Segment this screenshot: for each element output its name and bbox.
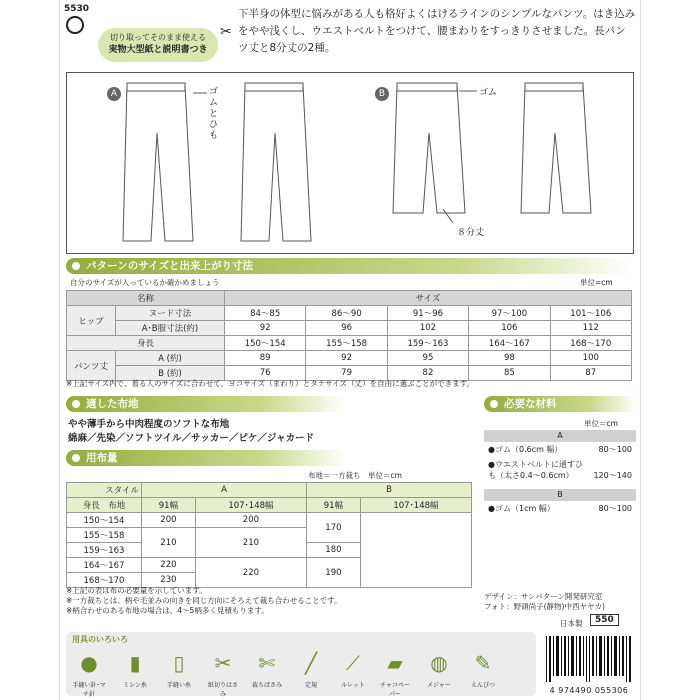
style-label: スタイル	[67, 483, 142, 498]
made-in: 日本製	[560, 619, 583, 628]
scissors-icon: ✂	[220, 24, 232, 40]
table-cell: 89	[224, 351, 305, 366]
yardage-notes	[66, 586, 486, 616]
table-cell: 155〜158	[67, 528, 142, 543]
table-cell: 86〜90	[306, 306, 387, 321]
table-cell: 159〜163	[387, 336, 468, 351]
table-cell: 200	[142, 513, 196, 528]
size-unit: 単位=cm	[580, 278, 613, 287]
finish-label: A･B服寸法(約)	[116, 321, 225, 336]
note-line: ※上記の表は布の必要量を示しています。	[66, 586, 207, 595]
tool-label: えんぴつ	[470, 682, 495, 689]
b-length: ８分丈	[457, 228, 485, 238]
table-cell: 168〜170	[550, 336, 631, 351]
table-cell: 168〜170	[67, 573, 142, 588]
table-cell: 91幅	[142, 498, 196, 513]
table-cell: 190	[306, 558, 360, 588]
material-value: 80〜100	[598, 504, 632, 513]
tracing-wheel-icon: ⟋	[346, 651, 360, 675]
yardage-unit: 布地＝一方裁ち 単位＝cm	[308, 471, 402, 480]
table-cell: 79	[306, 366, 387, 381]
credits	[484, 592, 605, 612]
table-cell: 96	[306, 321, 387, 336]
table-cell: 98	[469, 351, 550, 366]
table-cell: 150〜154	[224, 336, 305, 351]
yardage-fabric-label: 布地	[108, 501, 126, 511]
table-cell: 102	[387, 321, 468, 336]
yardage-height-label: 身長	[82, 501, 100, 511]
pencil-icon: ✎	[474, 651, 492, 675]
material-name: ●ウエストベルトに通すひも（太さ0.4〜0.6cm）	[488, 460, 583, 480]
style-a-marker: A	[107, 87, 121, 101]
tool-measure	[422, 646, 456, 689]
material-value: 80〜100	[598, 445, 632, 454]
a-approx-label: A (約)	[116, 351, 225, 366]
credit-line: デザイン：サンパターン開発研究室	[484, 592, 603, 601]
chalk-paper-icon: ▰	[387, 651, 403, 675]
hand-thread-icon: ▯	[173, 651, 185, 675]
table-cell: 100	[550, 351, 631, 366]
fabric-scissors-icon: ✄	[258, 651, 276, 675]
tool-label: チャコペーパー	[380, 682, 410, 698]
materials-title: 必要な材料	[484, 396, 636, 412]
height-label: 身長	[67, 336, 225, 351]
table-cell: 170	[306, 513, 360, 543]
table-cell: 92	[224, 321, 305, 336]
tool-pencil	[466, 646, 500, 689]
table-cell: 85	[469, 366, 550, 381]
price: 550	[590, 614, 619, 626]
table-cell: 164〜167	[67, 558, 142, 573]
table-cell: 92	[306, 351, 387, 366]
tools-title: 用具のいろいろ	[72, 635, 128, 644]
tool-label: 定規	[304, 682, 317, 689]
badge	[98, 28, 218, 62]
table-cell: 220	[142, 558, 196, 573]
thread-spool-icon: ▮	[129, 651, 141, 675]
tools-bar	[66, 632, 536, 696]
tool-paper-scissors	[206, 646, 240, 698]
table-cell: 150〜154	[67, 513, 142, 528]
table-cell: 200	[195, 513, 306, 528]
material-value: 120〜140	[593, 471, 632, 480]
b-note: ゴム	[479, 88, 498, 98]
tool-label: ルレット	[341, 682, 365, 689]
height-fabric-label	[67, 498, 142, 513]
tool-tracing-wheel	[336, 646, 370, 689]
table-cell	[360, 513, 471, 588]
table-cell: 106	[469, 321, 550, 336]
table-cell: 76	[224, 366, 305, 381]
table-cell: 101〜106	[550, 306, 631, 321]
materials-box	[484, 430, 636, 516]
badge-line1: 切り取ってそのまま使える	[110, 33, 206, 42]
yardage-a: A	[142, 483, 307, 498]
measuring-tape-icon: ◍	[430, 651, 448, 675]
tool-label: ミシン糸	[123, 682, 147, 689]
yardage-b: B	[306, 483, 471, 498]
table-cell: 230	[142, 573, 196, 588]
table-cell: 210	[142, 528, 196, 558]
size-note: 自分のサイズが入っているか確かめましょう	[70, 278, 220, 287]
materials-b: B	[484, 489, 636, 501]
note-line: ※柄合わせのある布地の場合は、4〜5柄多く見積もります。	[66, 606, 269, 615]
barcode-icon	[544, 636, 634, 682]
table-cell: 87	[550, 366, 631, 381]
materials-unit: 単位＝cm	[584, 419, 618, 428]
tool-needle	[72, 646, 106, 698]
table-cell: 107･148幅	[360, 498, 471, 513]
fabric-line1: やや薄手から中肉程度のソフトな布地	[68, 419, 230, 430]
tool-label: メジャー	[427, 682, 451, 689]
table-cell: 220	[195, 558, 306, 588]
tool-label: 紙切りはさみ	[207, 682, 238, 698]
table-cell: 210	[195, 528, 306, 558]
size-table	[66, 290, 632, 381]
tool-chalk-paper	[378, 646, 412, 698]
table-cell: 180	[306, 543, 360, 558]
tool-ruler	[294, 646, 328, 689]
pants-drawing-icon	[67, 73, 633, 253]
size-section-title: パターンのサイズと出来上がり寸法	[66, 258, 632, 274]
material-row	[484, 457, 636, 483]
pincushion-icon: ●	[80, 651, 98, 675]
b-approx-label: B (約)	[116, 366, 225, 381]
note-line: ※一方裁ちとは、柄や毛並みの向きを同じ方向にそろえて裁ち合わせることです。	[66, 596, 342, 605]
tool-label: 裁ちばさみ	[251, 682, 282, 689]
tool-hand-thread	[162, 646, 196, 689]
table-cell: 107･148幅	[195, 498, 306, 513]
header-size: サイズ	[224, 291, 631, 306]
ruler-icon: ╱	[304, 651, 318, 675]
table-cell: 155〜158	[306, 336, 387, 351]
table-cell: 159〜163	[67, 543, 142, 558]
badge-line2: 実物大型紙と説明書つき	[108, 45, 208, 55]
materials-a: A	[484, 430, 636, 442]
table-cell: 112	[550, 321, 631, 336]
pattern-envelope	[60, 0, 640, 700]
credit-line: フォト：野頭尚子(静物)中西ヤヤカ)	[484, 602, 605, 611]
header-name: 名称	[67, 291, 225, 306]
barcode-number: 4 974490 055306	[549, 686, 629, 695]
material-row	[484, 442, 636, 457]
material-name: ●ゴム（1cm 幅）	[488, 504, 555, 513]
intro-text: 下半身の体型に悩みがある人も格好よくはけるラインのシンプルなパンツ。はき込みをやや浅くし、ウエストベルトをつけて、腰まわりをすっきりさせました。長パンツ丈と8分丈の2種。	[238, 8, 636, 54]
pattern-code: 5530	[64, 4, 90, 14]
yardage-title: 用布量	[66, 450, 346, 466]
style-b-marker: B	[375, 87, 389, 101]
logo-icon	[66, 16, 84, 34]
pants-label: パンツ丈	[67, 351, 116, 381]
table-cell: 97〜100	[469, 306, 550, 321]
nude-label: ヌード寸法	[116, 306, 225, 321]
material-name: ●ゴム（0.6cm 幅）	[488, 445, 563, 454]
tool-thread	[118, 646, 152, 689]
table-cell: 91〜96	[387, 306, 468, 321]
a-note: ゴムとひも	[209, 87, 219, 141]
table-cell: 164〜167	[469, 336, 550, 351]
fabric-line2: 綿麻／先染／ソフトツイル／サッカー／ピケ／ジャカード	[68, 433, 315, 444]
size-footnote: ※上記サイズ内で、着る人のサイズに合わせて、ヨコサイズ（まわり）とタテサイズ（丈）を自由に選ぶことができます。	[66, 379, 474, 388]
table-cell: 91幅	[306, 498, 360, 513]
barcode	[544, 636, 634, 694]
table-cell: 82	[387, 366, 468, 381]
paper-scissors-icon: ✂	[214, 651, 232, 675]
material-row	[484, 501, 636, 516]
tool-label: 手縫い針･マチ針	[72, 682, 106, 698]
hip-label: ヒップ	[67, 306, 116, 336]
table-cell: 95	[387, 351, 468, 366]
tool-fabric-scissors	[250, 646, 284, 689]
yardage-table	[66, 482, 472, 588]
pants-illustration	[66, 72, 634, 254]
tool-label: 手縫い糸	[166, 682, 191, 689]
fabric-title: 適した布地	[66, 396, 346, 412]
table-cell: 84〜85	[224, 306, 305, 321]
